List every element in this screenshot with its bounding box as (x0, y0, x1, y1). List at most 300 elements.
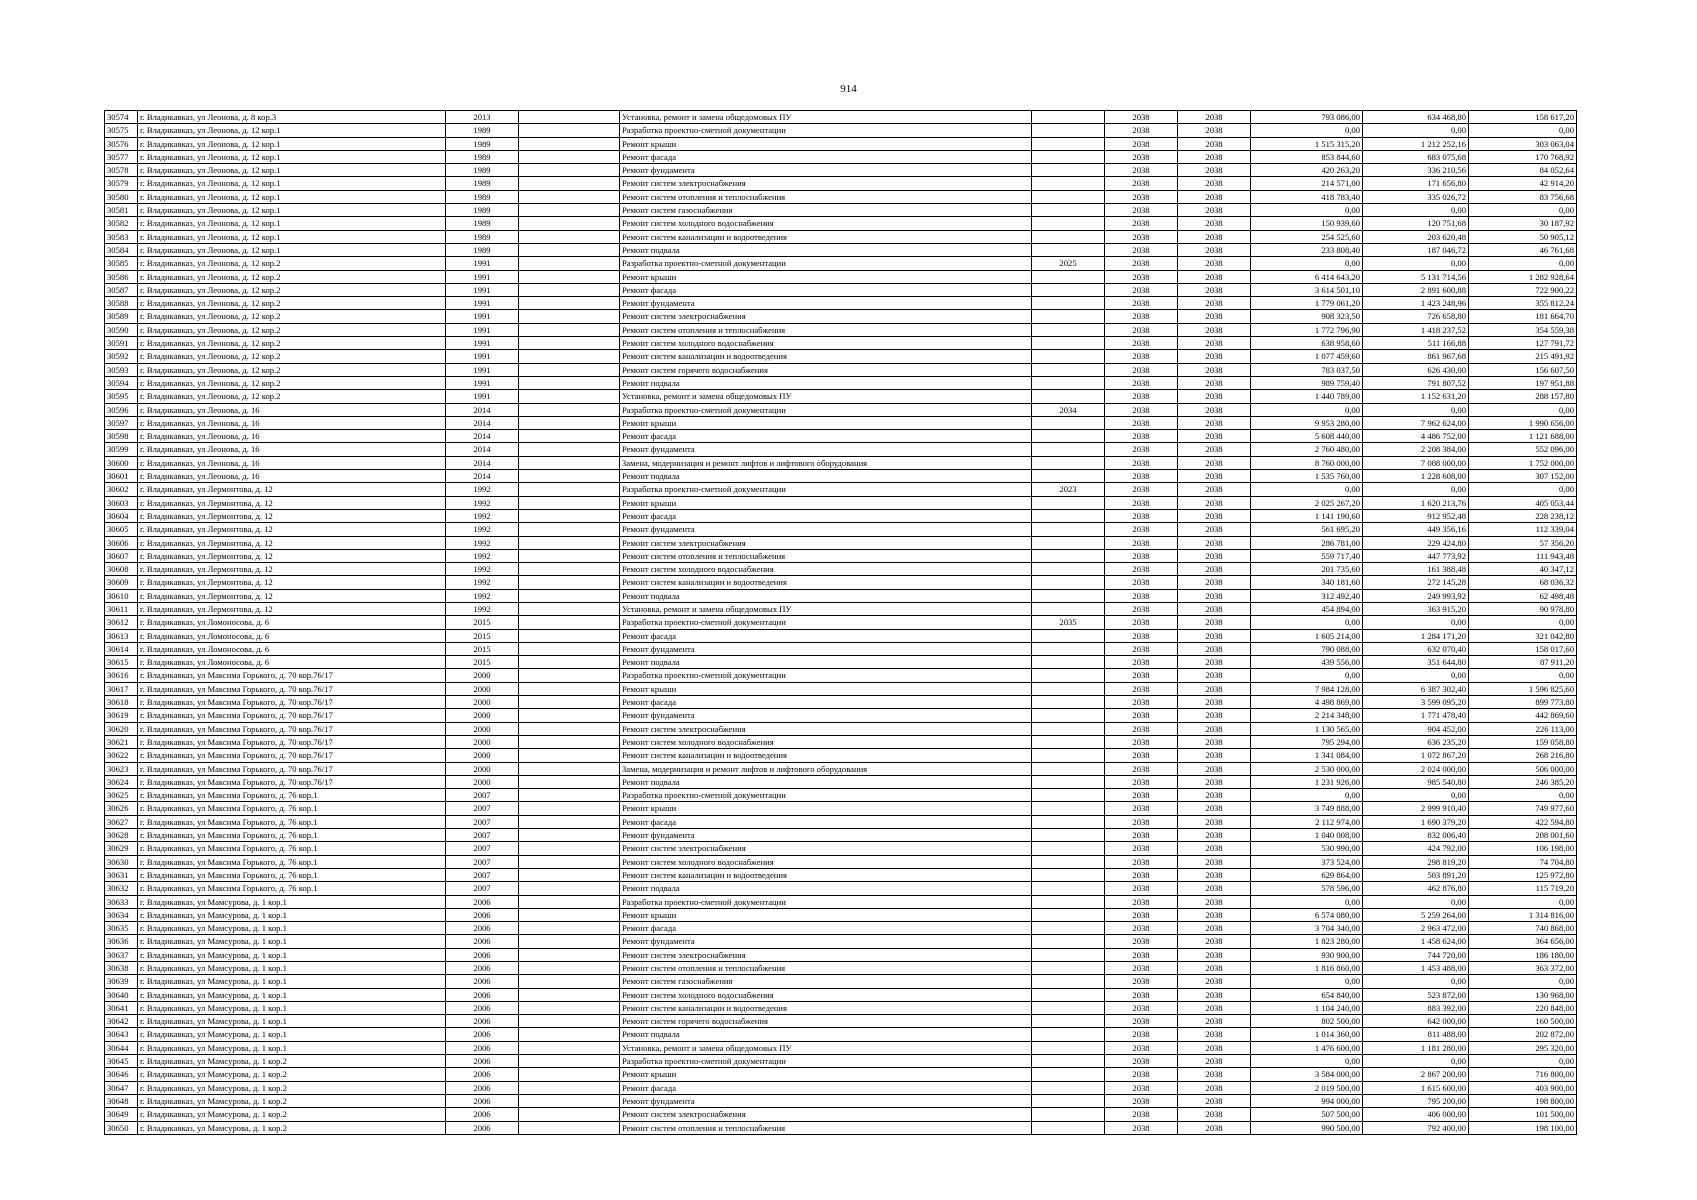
start-year-cell: 2038 (1105, 190, 1178, 203)
plan-year-cell (1032, 470, 1105, 483)
plan-year-cell (1032, 789, 1105, 802)
address-cell: г. Владикавказ, ул Мамсурова, д. 1 кор.1 (138, 908, 446, 921)
address-cell: г. Владикавказ, ул Лермонтова, д. 12 (138, 576, 446, 589)
empty-cell (519, 656, 620, 669)
owner-cost-cell: 442 869,60 (1469, 709, 1577, 722)
build-year-cell: 2006 (446, 895, 519, 908)
start-year-cell: 2038 (1105, 709, 1178, 722)
address-cell: г. Владикавказ, ул Леонова, д. 12 кор.2 (138, 390, 446, 403)
work-type-cell: Установка, ремонт и замена общедомовых ПУ (620, 602, 1032, 615)
end-year-cell: 2038 (1178, 257, 1251, 270)
work-type-cell: Разработка проектно-сметной документации (620, 789, 1032, 802)
end-year-cell: 2038 (1178, 363, 1251, 376)
build-year-cell: 1989 (446, 124, 519, 137)
empty-cell (519, 563, 620, 576)
row-number-cell: 30587 (105, 283, 138, 296)
address-cell: г. Владикавказ, ул Максима Горького, д. 76 кор.1 (138, 855, 446, 868)
table-row (105, 137, 1577, 150)
total-cost-cell: 8 760 000,00 (1251, 456, 1363, 469)
owner-cost-cell: 506 000,00 (1469, 762, 1577, 775)
build-year-cell: 2007 (446, 868, 519, 881)
fund-cost-cell: 2 963 472,00 (1363, 922, 1469, 935)
row-number-cell: 30597 (105, 416, 138, 429)
start-year-cell: 2038 (1105, 204, 1178, 217)
fund-cost-cell: 791 807,52 (1363, 376, 1469, 389)
table-row (105, 882, 1577, 895)
row-number-cell: 30599 (105, 443, 138, 456)
build-year-cell: 2006 (446, 948, 519, 961)
table-row (105, 204, 1577, 217)
start-year-cell: 2038 (1105, 549, 1178, 562)
fund-cost-cell: 424 792,00 (1363, 842, 1469, 855)
work-type-cell: Ремонт подвала (620, 882, 1032, 895)
build-year-cell: 2007 (446, 855, 519, 868)
address-cell: г. Владикавказ, ул Леонова, д. 16 (138, 470, 446, 483)
start-year-cell: 2038 (1105, 908, 1178, 921)
owner-cost-cell: 288 157,80 (1469, 390, 1577, 403)
empty-cell (519, 642, 620, 655)
build-year-cell: 2006 (446, 908, 519, 921)
owner-cost-cell: 0,00 (1469, 895, 1577, 908)
total-cost-cell: 1 014 360,00 (1251, 1028, 1363, 1041)
end-year-cell: 2038 (1178, 882, 1251, 895)
owner-cost-cell: 552 096,00 (1469, 443, 1577, 456)
owner-cost-cell: 186 180,00 (1469, 948, 1577, 961)
fund-cost-cell: 0,00 (1363, 204, 1469, 217)
table-row (105, 376, 1577, 389)
start-year-cell: 2038 (1105, 815, 1178, 828)
total-cost-cell: 6 414 643,20 (1251, 270, 1363, 283)
build-year-cell: 2006 (446, 1121, 519, 1134)
end-year-cell: 2038 (1178, 696, 1251, 709)
plan-year-cell (1032, 1015, 1105, 1028)
plan-year-cell (1032, 204, 1105, 217)
empty-cell (519, 297, 620, 310)
address-cell: г. Владикавказ, ул Мамсурова, д. 1 кор.1 (138, 948, 446, 961)
plan-year-cell (1032, 496, 1105, 509)
start-year-cell: 2038 (1105, 376, 1178, 389)
row-number-cell: 30611 (105, 602, 138, 615)
fund-cost-cell: 1 418 237,52 (1363, 323, 1469, 336)
address-cell: г. Владикавказ, ул Леонова, д. 12 кор.2 (138, 323, 446, 336)
end-year-cell: 2038 (1178, 164, 1251, 177)
fund-cost-cell: 0,00 (1363, 975, 1469, 988)
start-year-cell: 2038 (1105, 682, 1178, 695)
end-year-cell: 2038 (1178, 975, 1251, 988)
start-year-cell: 2038 (1105, 988, 1178, 1001)
start-year-cell: 2038 (1105, 775, 1178, 788)
owner-cost-cell: 0,00 (1469, 616, 1577, 629)
end-year-cell: 2038 (1178, 589, 1251, 602)
address-cell: г. Владикавказ, ул Лермонтова, д. 12 (138, 523, 446, 536)
address-cell: г. Владикавказ, ул Максима Горького, д. 76 кор.1 (138, 802, 446, 815)
table-row (105, 988, 1577, 1001)
work-type-cell: Ремонт подвала (620, 376, 1032, 389)
owner-cost-cell: 90 978,80 (1469, 602, 1577, 615)
start-year-cell: 2038 (1105, 855, 1178, 868)
end-year-cell: 2038 (1178, 749, 1251, 762)
owner-cost-cell: 197 951,88 (1469, 376, 1577, 389)
address-cell: г. Владикавказ, ул Максима Горького, д. 70 кор.76/17 (138, 682, 446, 695)
end-year-cell: 2038 (1178, 230, 1251, 243)
owner-cost-cell: 87 911,20 (1469, 656, 1577, 669)
empty-cell (519, 549, 620, 562)
build-year-cell: 2014 (446, 403, 519, 416)
row-number-cell: 30581 (105, 204, 138, 217)
table-row (105, 1015, 1577, 1028)
work-type-cell: Ремонт фундамента (620, 443, 1032, 456)
total-cost-cell: 783 037,50 (1251, 363, 1363, 376)
row-number-cell: 30574 (105, 111, 138, 124)
plan-year-cell (1032, 962, 1105, 975)
plan-year-cell (1032, 802, 1105, 815)
total-cost-cell: 578 596,00 (1251, 882, 1363, 895)
owner-cost-cell: 127 791,72 (1469, 337, 1577, 350)
address-cell: г. Владикавказ, ул Леонова, д. 12 кор.2 (138, 337, 446, 350)
start-year-cell: 2038 (1105, 1121, 1178, 1134)
end-year-cell: 2038 (1178, 1121, 1251, 1134)
plan-year-cell (1032, 629, 1105, 642)
total-cost-cell: 454 894,00 (1251, 602, 1363, 615)
empty-cell (519, 376, 620, 389)
fund-cost-cell: 0,00 (1363, 789, 1469, 802)
address-cell: г. Владикавказ, ул Лермонтова, д. 12 (138, 602, 446, 615)
total-cost-cell: 793 086,00 (1251, 111, 1363, 124)
total-cost-cell: 439 556,00 (1251, 656, 1363, 669)
empty-cell (519, 1068, 620, 1081)
start-year-cell: 2038 (1105, 1081, 1178, 1094)
total-cost-cell: 233 808,40 (1251, 243, 1363, 256)
row-number-cell: 30622 (105, 749, 138, 762)
empty-cell (519, 416, 620, 429)
start-year-cell: 2038 (1105, 297, 1178, 310)
owner-cost-cell: 321 042,80 (1469, 629, 1577, 642)
build-year-cell: 2007 (446, 802, 519, 815)
owner-cost-cell: 158 617,20 (1469, 111, 1577, 124)
owner-cost-cell: 1 121 688,00 (1469, 430, 1577, 443)
fund-cost-cell: 634 468,80 (1363, 111, 1469, 124)
total-cost-cell: 802 500,00 (1251, 1015, 1363, 1028)
end-year-cell: 2038 (1178, 616, 1251, 629)
build-year-cell: 2014 (446, 470, 519, 483)
fund-cost-cell: 2 867 200,00 (1363, 1068, 1469, 1081)
start-year-cell: 2038 (1105, 669, 1178, 682)
empty-cell (519, 270, 620, 283)
table-row (105, 297, 1577, 310)
work-type-cell: Ремонт систем канализации и водоотведения (620, 749, 1032, 762)
end-year-cell: 2038 (1178, 403, 1251, 416)
address-cell: г. Владикавказ, ул Леонова, д. 12 кор.1 (138, 190, 446, 203)
start-year-cell: 2038 (1105, 616, 1178, 629)
work-type-cell: Ремонт фасада (620, 922, 1032, 935)
empty-cell (519, 310, 620, 323)
owner-cost-cell: 68 036,32 (1469, 576, 1577, 589)
end-year-cell: 2038 (1178, 762, 1251, 775)
table-row (105, 177, 1577, 190)
build-year-cell: 2006 (446, 1068, 519, 1081)
table-row (105, 1055, 1577, 1068)
address-cell: г. Владикавказ, ул Мамсурова, д. 1 кор.1 (138, 1028, 446, 1041)
plan-year-cell (1032, 669, 1105, 682)
owner-cost-cell: 101 500,00 (1469, 1108, 1577, 1121)
table-row (105, 749, 1577, 762)
empty-cell (519, 217, 620, 230)
fund-cost-cell: 5 131 714,56 (1363, 270, 1469, 283)
owner-cost-cell: 228 238,12 (1469, 509, 1577, 522)
start-year-cell: 2038 (1105, 443, 1178, 456)
address-cell: г. Владикавказ, ул Мамсурова, д. 1 кор.1 (138, 988, 446, 1001)
address-cell: г. Владикавказ, ул Мамсурова, д. 1 кор.2 (138, 1094, 446, 1107)
fund-cost-cell: 912 952,48 (1363, 509, 1469, 522)
build-year-cell: 2006 (446, 1001, 519, 1014)
empty-cell (519, 483, 620, 496)
owner-cost-cell: 159 058,80 (1469, 735, 1577, 748)
row-number-cell: 30634 (105, 908, 138, 921)
start-year-cell: 2038 (1105, 868, 1178, 881)
row-number-cell: 30636 (105, 935, 138, 948)
table-row (105, 895, 1577, 908)
plan-year-cell (1032, 124, 1105, 137)
fund-cost-cell: 406 000,00 (1363, 1108, 1469, 1121)
build-year-cell: 2006 (446, 935, 519, 948)
end-year-cell: 2038 (1178, 775, 1251, 788)
build-year-cell: 1992 (446, 589, 519, 602)
plan-year-cell (1032, 443, 1105, 456)
fund-cost-cell: 462 876,80 (1363, 882, 1469, 895)
build-year-cell: 2006 (446, 1028, 519, 1041)
row-number-cell: 30598 (105, 430, 138, 443)
work-type-cell: Ремонт систем холодного водоснабжения (620, 988, 1032, 1001)
empty-cell (519, 283, 620, 296)
owner-cost-cell: 160 500,00 (1469, 1015, 1577, 1028)
row-number-cell: 30605 (105, 523, 138, 536)
address-cell: г. Владикавказ, ул Мамсурова, д. 1 кор.1 (138, 1015, 446, 1028)
total-cost-cell: 3 614 501,10 (1251, 283, 1363, 296)
plan-year-cell (1032, 416, 1105, 429)
build-year-cell: 1992 (446, 563, 519, 576)
work-type-cell: Ремонт систем электроснабжения (620, 310, 1032, 323)
build-year-cell: 2007 (446, 829, 519, 842)
table-row (105, 642, 1577, 655)
work-type-cell: Ремонт подвала (620, 243, 1032, 256)
total-cost-cell: 1 141 190,60 (1251, 509, 1363, 522)
fund-cost-cell: 0,00 (1363, 669, 1469, 682)
address-cell: г. Владикавказ, ул Ломоносова, д. 6 (138, 616, 446, 629)
start-year-cell: 2038 (1105, 629, 1178, 642)
total-cost-cell: 1 341 084,00 (1251, 749, 1363, 762)
plan-year-cell (1032, 310, 1105, 323)
total-cost-cell: 3 704 340,00 (1251, 922, 1363, 935)
plan-year-cell (1032, 111, 1105, 124)
fund-cost-cell: 744 720,00 (1363, 948, 1469, 961)
start-year-cell: 2038 (1105, 1108, 1178, 1121)
owner-cost-cell: 62 498,48 (1469, 589, 1577, 602)
work-type-cell: Ремонт подвала (620, 775, 1032, 788)
end-year-cell: 2038 (1178, 815, 1251, 828)
end-year-cell: 2038 (1178, 682, 1251, 695)
start-year-cell: 2038 (1105, 243, 1178, 256)
fund-cost-cell: 1 152 631,20 (1363, 390, 1469, 403)
total-cost-cell: 420 263,20 (1251, 164, 1363, 177)
table-row (105, 164, 1577, 177)
table-row (105, 908, 1577, 921)
start-year-cell: 2038 (1105, 363, 1178, 376)
total-cost-cell: 1 535 760,00 (1251, 470, 1363, 483)
owner-cost-cell: 181 664,70 (1469, 310, 1577, 323)
row-number-cell: 30625 (105, 789, 138, 802)
fund-cost-cell: 229 424,80 (1363, 536, 1469, 549)
work-type-cell: Ремонт фасада (620, 629, 1032, 642)
row-number-cell: 30617 (105, 682, 138, 695)
work-type-cell: Ремонт фасада (620, 696, 1032, 709)
empty-cell (519, 1041, 620, 1054)
address-cell: г. Владикавказ, ул Леонова, д. 12 кор.2 (138, 297, 446, 310)
total-cost-cell: 254 525,60 (1251, 230, 1363, 243)
plan-year-cell (1032, 1081, 1105, 1094)
address-cell: г. Владикавказ, ул Лермонтова, д. 12 (138, 483, 446, 496)
plan-year-cell (1032, 190, 1105, 203)
plan-year-cell (1032, 430, 1105, 443)
row-number-cell: 30583 (105, 230, 138, 243)
table-row (105, 922, 1577, 935)
work-type-cell: Установка, ремонт и замена общедомовых ПУ (620, 390, 1032, 403)
total-cost-cell: 0,00 (1251, 895, 1363, 908)
table-row (105, 735, 1577, 748)
row-number-cell: 30589 (105, 310, 138, 323)
work-type-cell: Ремонт систем электроснабжения (620, 536, 1032, 549)
work-type-cell: Ремонт подвала (620, 1028, 1032, 1041)
end-year-cell: 2038 (1178, 842, 1251, 855)
start-year-cell: 2038 (1105, 124, 1178, 137)
build-year-cell: 1989 (446, 204, 519, 217)
fund-cost-cell: 1 423 248,96 (1363, 297, 1469, 310)
work-type-cell: Ремонт крыши (620, 137, 1032, 150)
end-year-cell: 2038 (1178, 137, 1251, 150)
row-number-cell: 30616 (105, 669, 138, 682)
table-row (105, 257, 1577, 270)
plan-year-cell (1032, 1094, 1105, 1107)
row-number-cell: 30627 (105, 815, 138, 828)
address-cell: г. Владикавказ, ул Максима Горького, д. 70 кор.76/17 (138, 709, 446, 722)
work-type-cell: Ремонт крыши (620, 682, 1032, 695)
empty-cell (519, 762, 620, 775)
work-type-cell: Ремонт крыши (620, 496, 1032, 509)
work-type-cell: Ремонт систем отопления и теплоснабжения (620, 962, 1032, 975)
row-number-cell: 30596 (105, 403, 138, 416)
row-number-cell: 30641 (105, 1001, 138, 1014)
table-row (105, 1001, 1577, 1014)
work-type-cell: Ремонт систем электроснабжения (620, 948, 1032, 961)
build-year-cell: 1989 (446, 217, 519, 230)
row-number-cell: 30610 (105, 589, 138, 602)
build-year-cell: 1991 (446, 270, 519, 283)
start-year-cell: 2038 (1105, 1041, 1178, 1054)
fund-cost-cell: 2 891 600,88 (1363, 283, 1469, 296)
fund-cost-cell: 449 356,16 (1363, 523, 1469, 536)
plan-year-cell (1032, 975, 1105, 988)
plan-year-cell (1032, 935, 1105, 948)
address-cell: г. Владикавказ, ул Леонова, д. 12 кор.1 (138, 124, 446, 137)
address-cell: г. Владикавказ, ул Леонова, д. 12 кор.2 (138, 363, 446, 376)
fund-cost-cell: 726 658,80 (1363, 310, 1469, 323)
work-type-cell: Ремонт фундамента (620, 164, 1032, 177)
plan-year-cell (1032, 988, 1105, 1001)
address-cell: г. Владикавказ, ул Лермонтова, д. 12 (138, 589, 446, 602)
address-cell: г. Владикавказ, ул Мамсурова, д. 1 кор.2 (138, 1121, 446, 1134)
address-cell: г. Владикавказ, ул Максима Горького, д. 70 кор.76/17 (138, 722, 446, 735)
empty-cell (519, 682, 620, 695)
empty-cell (519, 243, 620, 256)
start-year-cell: 2038 (1105, 962, 1178, 975)
row-number-cell: 30585 (105, 257, 138, 270)
start-year-cell: 2038 (1105, 337, 1178, 350)
end-year-cell: 2038 (1178, 802, 1251, 815)
end-year-cell: 2038 (1178, 443, 1251, 456)
start-year-cell: 2038 (1105, 350, 1178, 363)
plan-year-cell (1032, 762, 1105, 775)
row-number-cell: 30595 (105, 390, 138, 403)
total-cost-cell: 654 840,00 (1251, 988, 1363, 1001)
start-year-cell: 2038 (1105, 536, 1178, 549)
end-year-cell: 2038 (1178, 297, 1251, 310)
plan-year-cell (1032, 363, 1105, 376)
row-number-cell: 30600 (105, 456, 138, 469)
owner-cost-cell: 220 848,00 (1469, 1001, 1577, 1014)
table-row (105, 602, 1577, 615)
end-year-cell: 2038 (1178, 204, 1251, 217)
build-year-cell: 2006 (446, 1108, 519, 1121)
start-year-cell: 2038 (1105, 150, 1178, 163)
empty-cell (519, 164, 620, 177)
table-row (105, 775, 1577, 788)
plan-year-cell (1032, 1055, 1105, 1068)
end-year-cell: 2038 (1178, 642, 1251, 655)
table-row (105, 762, 1577, 775)
plan-year-cell (1032, 656, 1105, 669)
plan-year-cell (1032, 536, 1105, 549)
table-row (105, 217, 1577, 230)
fund-cost-cell: 5 259 264,00 (1363, 908, 1469, 921)
plan-year-cell (1032, 842, 1105, 855)
row-number-cell: 30590 (105, 323, 138, 336)
plan-year-cell: 2034 (1032, 403, 1105, 416)
build-year-cell: 1991 (446, 323, 519, 336)
work-type-cell: Ремонт крыши (620, 270, 1032, 283)
build-year-cell: 2006 (446, 975, 519, 988)
start-year-cell: 2038 (1105, 802, 1178, 815)
empty-cell (519, 975, 620, 988)
work-type-cell: Ремонт систем газоснабжения (620, 975, 1032, 988)
end-year-cell: 2038 (1178, 1068, 1251, 1081)
plan-year-cell (1032, 948, 1105, 961)
total-cost-cell: 0,00 (1251, 403, 1363, 416)
owner-cost-cell: 246 385,20 (1469, 775, 1577, 788)
plan-year-cell (1032, 297, 1105, 310)
work-type-cell: Ремонт систем горячего водоснабжения (620, 363, 1032, 376)
fund-cost-cell: 795 200,00 (1363, 1094, 1469, 1107)
fund-cost-cell: 985 540,80 (1363, 775, 1469, 788)
work-type-cell: Ремонт систем отопления и теплоснабжения (620, 549, 1032, 562)
address-cell: г. Владикавказ, ул Мамсурова, д. 1 кор.2 (138, 1108, 446, 1121)
row-number-cell: 30614 (105, 642, 138, 655)
build-year-cell: 2007 (446, 882, 519, 895)
work-type-cell: Ремонт систем канализации и водоотведения (620, 230, 1032, 243)
fund-cost-cell: 523 872,00 (1363, 988, 1469, 1001)
row-number-cell: 30621 (105, 735, 138, 748)
address-cell: г. Владикавказ, ул Леонова, д. 12 кор.1 (138, 164, 446, 177)
table-row (105, 1094, 1577, 1107)
work-type-cell: Ремонт систем канализации и водоотведения (620, 1001, 1032, 1014)
